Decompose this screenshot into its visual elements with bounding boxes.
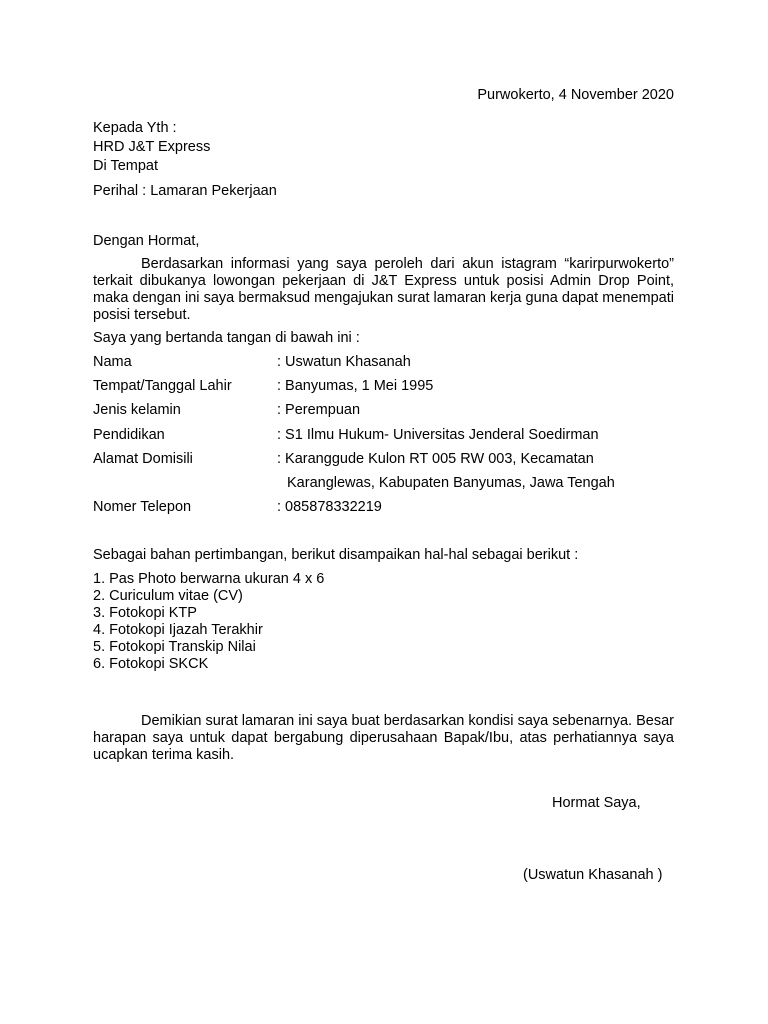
- attachment-item: 6. Fotokopi SKCK: [93, 656, 209, 672]
- applicant-intro: Saya yang bertanda tangan di bawah ini :: [93, 330, 360, 346]
- place-date: Purwokerto, 4 November 2020: [477, 87, 674, 103]
- attachments-list: [93, 571, 324, 673]
- field-value-address-continuation: Karanglewas, Kabupaten Banyumas, Jawa Tengah: [287, 475, 615, 491]
- attachment-item: 1. Pas Photo berwarna ukuran 4 x 6: [93, 571, 325, 587]
- recipient-block: [93, 119, 210, 176]
- field-value-name: : Uswatun Khasanah: [277, 354, 411, 370]
- attachment-item: 4. Fotokopi Ijazah Terakhir: [93, 622, 263, 638]
- field-label-education: Pendidikan: [93, 427, 165, 443]
- field-value-address: : Karanggude Kulon RT 005 RW 003, Kecamatan: [277, 451, 594, 467]
- recipient-line-1: Kepada Yth :: [93, 120, 177, 136]
- signature-name: (Uswatun Khasanah ): [523, 867, 663, 883]
- attachment-item: 2. Curiculum vitae (CV): [93, 588, 243, 604]
- field-label-phone: Nomer Telepon: [93, 499, 192, 515]
- recipient-line-3: Di Tempat: [93, 158, 159, 174]
- salutation: Dengan Hormat,: [93, 233, 200, 249]
- field-label-birth: Tempat/Tanggal Lahir: [93, 378, 232, 394]
- subject-line: Perihal : Lamaran Pekerjaan: [93, 183, 277, 199]
- field-label-name: Nama: [93, 354, 132, 370]
- field-label-address: Alamat Domisili: [93, 451, 193, 467]
- attachment-item: 3. Fotokopi KTP: [93, 605, 197, 621]
- field-value-gender: : Perempuan: [277, 402, 361, 418]
- attachments-intro: Sebagai bahan pertimbangan, berikut disampaikan hal-hal sebagai berikut :: [93, 547, 579, 563]
- opening-paragraph: Berdasarkan informasi yang saya peroleh dari akun istagram “karirpurwokerto” terkait dibukanya lowongan pekerjaan di J&T Express untuk posisi Admin Drop Point, maka dengan ini saya bermaksud mengajukan surat lamaran kerja guna dapat menempati posisi tersebut.: [93, 256, 674, 323]
- field-label-gender: Jenis kelamin: [93, 402, 181, 418]
- closing-paragraph: Demikian surat lamaran ini saya buat berdasarkan kondisi saya sebenarnya. Besar harapan saya untuk dapat bergabung diperusahaan Bapak/Ibu, atas perhatiannya saya ucapkan terima kasih.: [93, 713, 674, 763]
- field-value-birth: : Banyumas, 1 Mei 1995: [277, 378, 434, 394]
- field-value-phone: : 085878332219: [277, 499, 382, 515]
- closing-salutation: Hormat Saya,: [552, 795, 641, 811]
- field-value-education: : S1 Ilmu Hukum- Universitas Jenderal Soedirman: [277, 427, 599, 443]
- recipient-line-2: HRD J&T Express: [93, 139, 211, 155]
- attachment-item: 5. Fotokopi Transkip Nilai: [93, 639, 256, 655]
